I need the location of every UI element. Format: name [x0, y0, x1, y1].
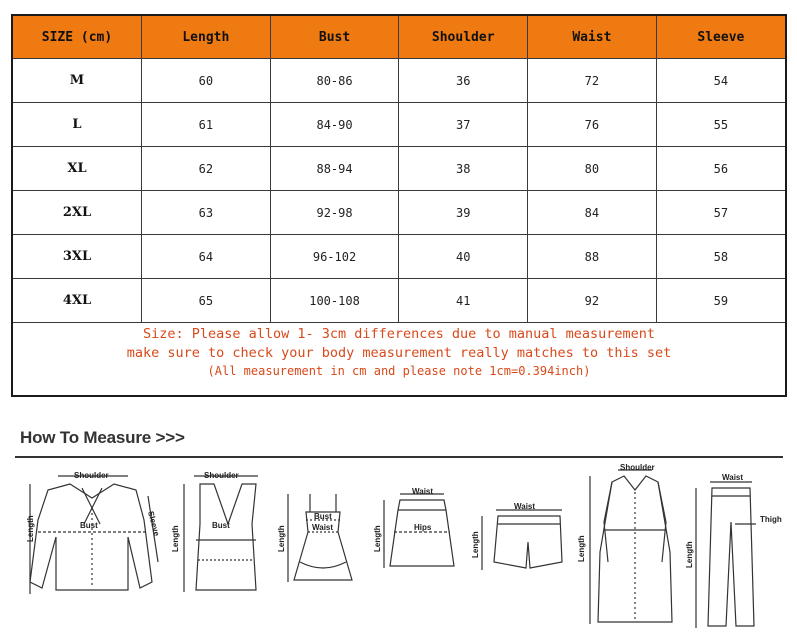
note-line-1: Size: Please allow 1- 3cm differences due to manual measurement: [142, 326, 656, 342]
header-shoulder: Shoulder: [399, 16, 528, 59]
sleeve-cell: 57: [656, 191, 785, 235]
hips-label: Hips: [414, 523, 432, 532]
length-label: Length: [373, 525, 382, 552]
waist-cell: 76: [528, 103, 657, 147]
bust-cell: 84-90: [270, 103, 399, 147]
size-cell: 2XL: [13, 191, 142, 235]
skirt-diagram: [373, 487, 454, 568]
header-bust: Bust: [270, 16, 399, 59]
length-label: Length: [171, 525, 180, 552]
sleeve-cell: 56: [656, 147, 785, 191]
waist-cell: 84: [528, 191, 657, 235]
how-to-measure-title: How To Measure >>>: [20, 428, 185, 447]
table-row: [13, 279, 785, 323]
length-cell: 60: [142, 59, 271, 103]
shoulder-label: Shoulder: [620, 463, 655, 472]
length-cell: 63: [142, 191, 271, 235]
length-label: Length: [277, 525, 286, 552]
length-cell: 62: [142, 147, 271, 191]
size-cell: XL: [13, 147, 142, 191]
waist-label: Waist: [514, 502, 536, 511]
bust-cell: 100-108: [270, 279, 399, 323]
tank-top-diagram: [171, 471, 258, 592]
length-cell: 61: [142, 103, 271, 147]
length-cell: 64: [142, 235, 271, 279]
shoulder-label: Shoulder: [204, 471, 239, 480]
bust-label: Bust: [314, 512, 332, 521]
header-size: SIZE (cm): [13, 16, 142, 59]
sleeve-cell: 55: [656, 103, 785, 147]
table-row: [13, 59, 785, 103]
header-row: [13, 16, 785, 59]
bust-cell: 88-94: [270, 147, 399, 191]
header-waist: Waist: [528, 16, 657, 59]
measurement-note: [13, 325, 785, 379]
size-cell: 4XL: [13, 279, 142, 323]
shoulder-label: Shoulder: [74, 471, 109, 480]
dress-diagram: [277, 494, 352, 582]
length-label: Length: [471, 531, 480, 558]
note-line-2: make sure to check your body measurement really matches to this set: [126, 345, 672, 361]
header-length: Length: [142, 16, 271, 59]
bust-cell: 96-102: [270, 235, 399, 279]
garment-diagrams: [0, 412, 797, 644]
waist-cell: 80: [528, 147, 657, 191]
sleeve-label: Sleeve: [146, 510, 162, 538]
how-to-measure-section: [0, 412, 797, 644]
size-chart-table: [11, 14, 787, 397]
bust-label: Bust: [80, 521, 98, 530]
length-label: Length: [26, 515, 35, 542]
waist-cell: 72: [528, 59, 657, 103]
note-line-3: (All measurement in cm and please note 1cm=0.394inch): [207, 364, 591, 378]
thigh-label: Thigh: [760, 515, 782, 524]
shoulder-cell: 39: [399, 191, 528, 235]
sleeve-cell: 54: [656, 59, 785, 103]
length-label: Length: [577, 535, 586, 562]
bust-cell: 92-98: [270, 191, 399, 235]
shoulder-cell: 40: [399, 235, 528, 279]
bust-cell: 80-86: [270, 59, 399, 103]
bust-label: Bust: [212, 521, 230, 530]
pants-diagram: [685, 473, 782, 628]
length-cell: 65: [142, 279, 271, 323]
size-cell: 3XL: [13, 235, 142, 279]
waist-label: Waist: [722, 473, 744, 482]
shoulder-cell: 41: [399, 279, 528, 323]
table-row: [13, 103, 785, 147]
sleeve-cell: 59: [656, 279, 785, 323]
header-sleeve: Sleeve: [656, 16, 785, 59]
size-cell: L: [13, 103, 142, 147]
waist-cell: 92: [528, 279, 657, 323]
blouse-diagram: [26, 471, 161, 594]
shoulder-cell: 37: [399, 103, 528, 147]
coat-diagram: [577, 463, 672, 624]
size-cell: M: [13, 59, 142, 103]
table-row: [13, 235, 785, 279]
shoulder-cell: 38: [399, 147, 528, 191]
sleeve-cell: 58: [656, 235, 785, 279]
waist-cell: 88: [528, 235, 657, 279]
waist-label: Waist: [312, 523, 334, 532]
length-label: Length: [685, 541, 694, 568]
waist-label: Waist: [412, 487, 434, 496]
shorts-diagram: [471, 502, 562, 570]
shoulder-cell: 36: [399, 59, 528, 103]
table-row: [13, 147, 785, 191]
table-row: [13, 191, 785, 235]
